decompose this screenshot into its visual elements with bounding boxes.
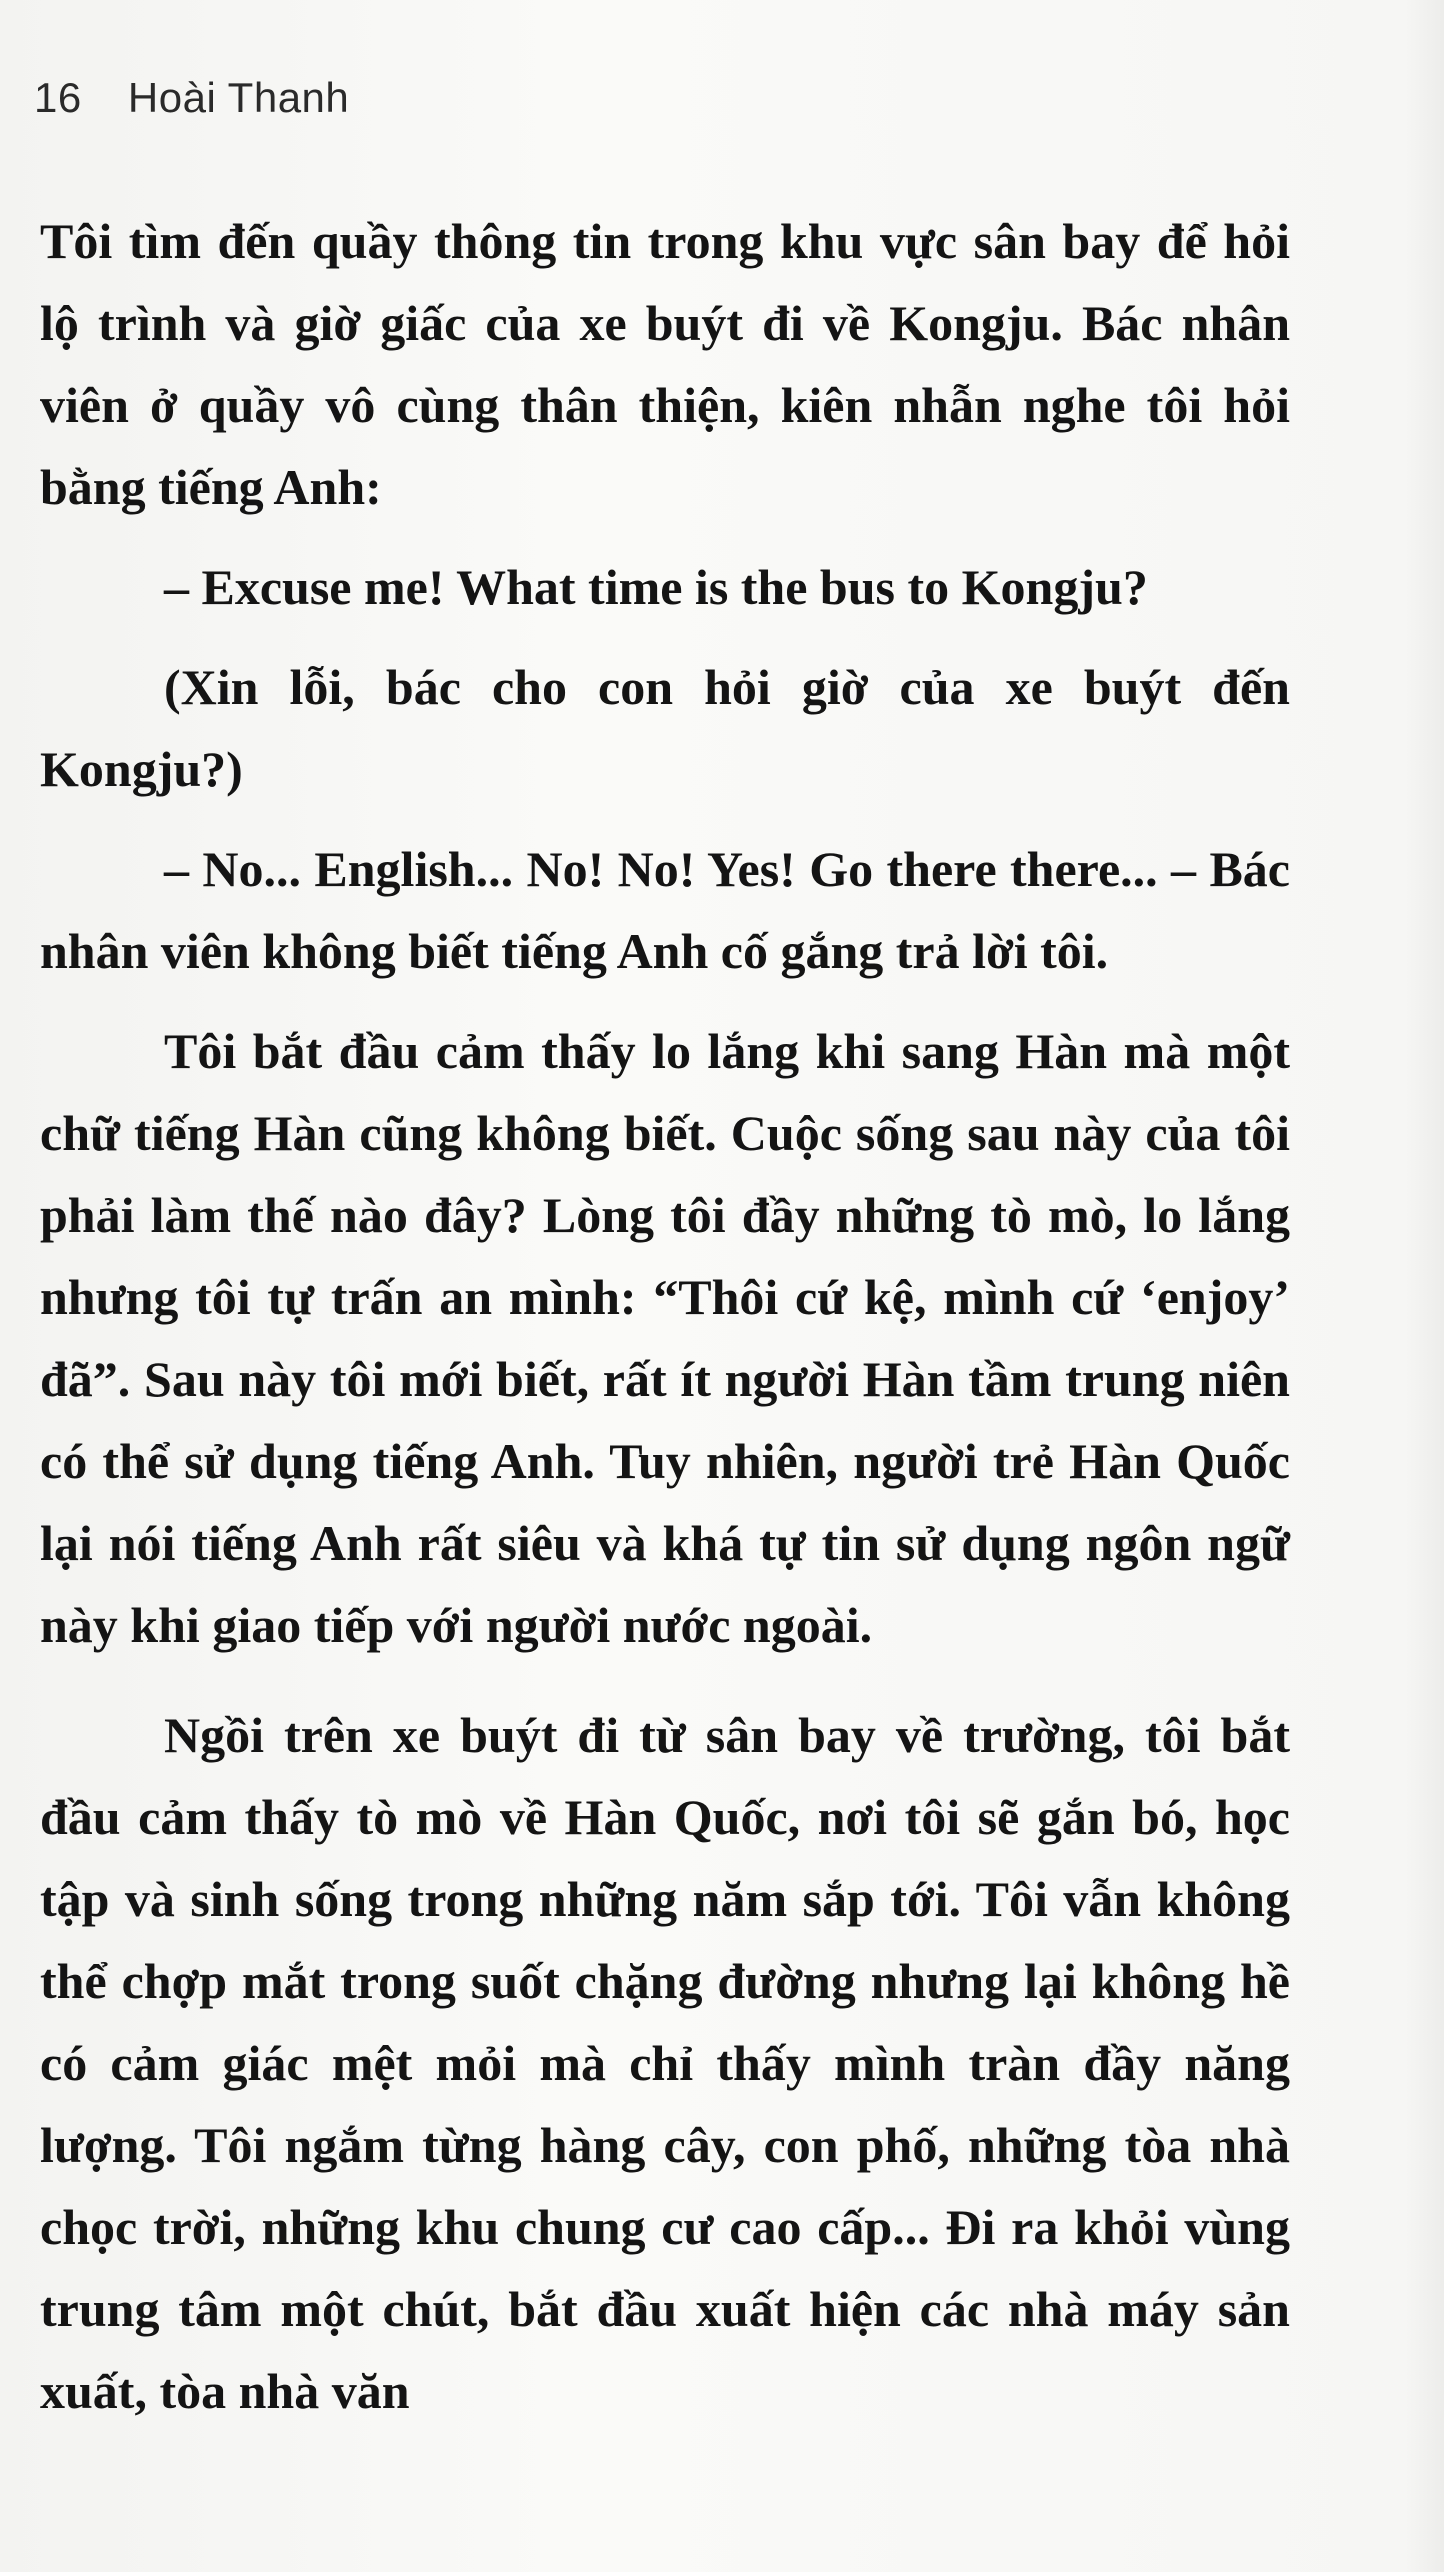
paragraph-3-translation: (Xin lỗi, bác cho con hỏi giờ của xe buýt đến Kongju?) (40, 659, 1290, 797)
paragraph-2-english-question: – Excuse me! What time is the bus to Kongju? (164, 559, 1148, 615)
paragraph-1: Tôi tìm đến quầy thông tin trong khu vực sân bay để hỏi lộ trình và giờ giấc của xe buýt đi về Kongju. Bác nhân viên ở quầy vô cùng thân thiện, kiên nhẫn nghe tôi hỏi bằng tiếng Anh: (40, 213, 1290, 515)
page-number: 16 (34, 74, 82, 121)
body-text (40, 200, 1290, 2432)
paragraph-5: Tôi bắt đầu cảm thấy lo lắng khi sang Hàn mà một chữ tiếng Hàn cũng không biết. Cuộc sống sau này của tôi phải làm thế nào đây? Lòng tôi đầy những tò mò, lo lắng nhưng tôi tự trấn an mình: “Thôi cứ kệ, mình cứ ‘enjoy’ đã”. Sau này tôi mới biết, rất ít người Hàn tầm trung niên có thể sử dụng tiếng Anh. Tuy nhiên, người trẻ Hàn Quốc lại nói tiếng Anh rất siêu và khá tự tin sử dụng ngôn ngữ này khi giao tiếp với người nước ngoài. (40, 1023, 1290, 1653)
paragraph-6: Ngồi trên xe buýt đi từ sân bay về trường, tôi bắt đầu cảm thấy tò mò về Hàn Quốc, nơi tôi sẽ gắn bó, học tập và sinh sống trong những năm sắp tới. Tôi vẫn không thể chợp mắt trong suốt chặng đường nhưng lại không hề có cảm giác mệt mỏi mà chỉ thấy mình tràn đầy năng lượng. Tôi ngắm từng hàng cây, con phố, những tòa nhà chọc trời, những khu chung cư cao cấp... Đi ra khỏi vùng trung tâm một chút, bắt đầu xuất hiện các nhà máy sản xuất, tòa nhà văn (40, 1707, 1290, 2419)
page-edge-shadow (1404, 0, 1444, 2572)
paragraph-4-reply: – No... English... No! No! Yes! Go there there... – Bác nhân viên không biết tiếng Anh cố gắng trả lời tôi. (40, 841, 1290, 979)
running-head-author: Hoài Thanh (127, 74, 350, 121)
running-head (34, 74, 349, 122)
